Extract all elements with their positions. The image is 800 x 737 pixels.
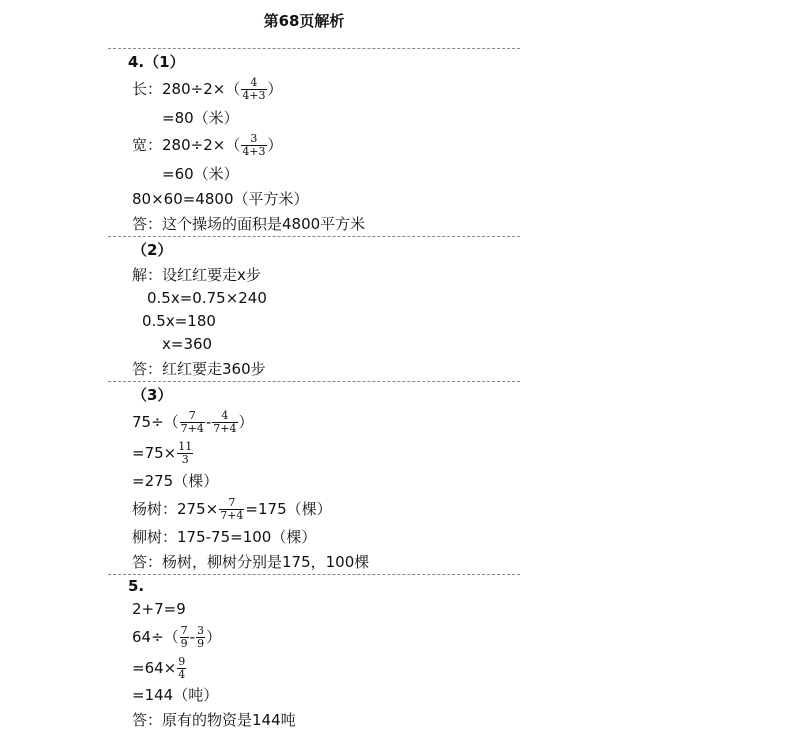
solution-line: =60（米） [162,165,239,183]
numerator: 9 [178,655,186,668]
numerator: 3 [250,132,258,145]
denominator: 4+3 [242,145,266,158]
fraction [241,77,266,102]
fraction [241,133,266,158]
solution-line: x=360 [162,335,213,353]
numerator: 11 [178,440,193,453]
denominator: 7+4 [220,509,244,522]
numerator: 3 [197,624,205,637]
solution-line [132,625,221,650]
solution-line [132,656,187,681]
solution-line [132,497,332,522]
fraction [219,497,244,522]
answer-line: 答：杨树，柳树分别是175，100棵 [132,553,370,571]
page-title: 第68页解析 [263,12,345,30]
section-divider [108,381,520,382]
denominator: 7+4 [213,422,237,435]
expression-text: 长：280÷2×（ [132,80,241,98]
numerator: 4 [250,76,258,89]
expression-text: ） [267,136,283,154]
fraction [180,410,205,435]
solution-line: =275（棵） [132,472,219,490]
solution-line [132,77,283,102]
solution-line: 80×60=4800（平方米） [132,190,309,208]
solution-line [132,441,194,466]
numerator: 7 [180,624,188,637]
fraction [177,656,186,681]
expression-text: 75÷（ [132,413,179,431]
section-divider [108,574,520,575]
section-divider [108,48,520,49]
fraction [196,625,205,650]
expression-text: =75× [132,444,177,462]
solution-line: 0.5x=180 [142,312,216,330]
part-3-heading: （3） [132,386,173,404]
section-divider [108,236,520,237]
part-2-heading: （2） [132,241,173,259]
denominator: 4 [178,668,186,681]
question-4-heading: 4.（1） [128,53,185,71]
solution-line: 解：设红红要走x步 [132,266,261,284]
answer-line: 答：这个操场的面积是4800平方米 [132,215,366,233]
denominator: 9 [197,637,205,650]
expression-text: ） [267,80,283,98]
denominator: 3 [181,453,189,466]
numerator: 7 [228,496,236,509]
expression-text: =64× [132,659,177,677]
expression-text: - [189,628,196,646]
solution-line: 柳树：175-75=100（棵） [132,528,317,546]
expression-text: =175（棵） [245,500,332,518]
expression-text: ） [238,413,254,431]
expression-text: 杨树：275× [132,500,219,518]
fraction [212,410,237,435]
numerator: 7 [188,409,196,422]
fraction [180,625,189,650]
denominator: 4+3 [242,89,266,102]
numerator: 4 [221,409,229,422]
expression-text: 64÷（ [132,628,179,646]
answer-line: 答：红红要走360步 [132,360,266,378]
solution-line: =80（米） [162,109,239,127]
solution-line: 0.5x=0.75×240 [147,289,267,307]
expression-text: ） [206,628,222,646]
question-5-heading: 5. [128,577,145,595]
solution-line: 2+7=9 [132,600,186,618]
denominator: 9 [180,637,188,650]
fraction [177,441,193,466]
solution-line [132,410,254,435]
expression-text: 宽：280÷2×（ [132,136,241,154]
solution-line: =144（吨） [132,686,219,704]
expression-text: - [205,413,212,431]
denominator: 7+4 [180,422,204,435]
answer-line: 答：原有的物资是144吨 [132,711,296,729]
solution-line [132,133,283,158]
